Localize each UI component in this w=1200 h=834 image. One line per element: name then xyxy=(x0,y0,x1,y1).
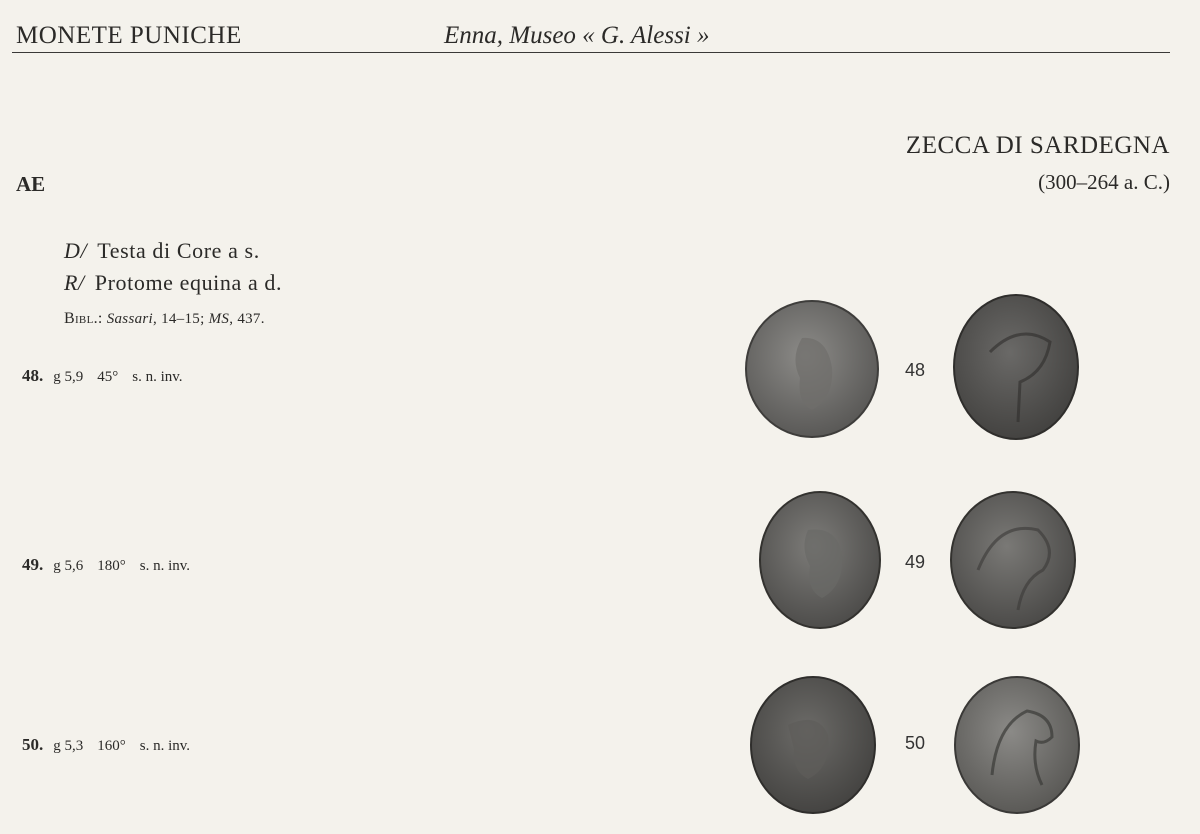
running-head-center: Enna, Museo « G. Alessi » xyxy=(444,22,710,49)
coin-50-reverse-image xyxy=(952,675,1082,815)
entry-axis: 160° xyxy=(97,738,126,754)
bibliography-pages2: , 437. xyxy=(229,311,265,327)
catalog-entry-50 xyxy=(22,735,190,755)
entry-axis: 45° xyxy=(97,369,119,385)
entry-number: 50. xyxy=(22,735,44,754)
entry-number: 49. xyxy=(22,555,44,574)
coin-49-reverse-image xyxy=(948,490,1078,630)
bibliography-ref1: Sassari xyxy=(106,311,153,327)
mint-title: ZECCA DI SARDEGNA xyxy=(905,132,1170,159)
obverse-description xyxy=(64,238,260,264)
plate-label-50: 50 xyxy=(905,733,926,753)
reverse-side: R/ xyxy=(64,270,85,295)
catalog-entry-48 xyxy=(22,366,183,386)
entry-axis: 180° xyxy=(97,558,126,574)
denomination: AE xyxy=(16,172,46,196)
obverse-side: D/ xyxy=(64,238,88,263)
reverse-description xyxy=(64,270,282,296)
bibliography xyxy=(64,310,265,328)
plate-label-48: 48 xyxy=(905,360,926,380)
reverse-text: Protome equina a d. xyxy=(94,270,283,295)
coin-48-obverse-image xyxy=(742,298,882,440)
entry-weight: g 5,3 xyxy=(53,738,84,754)
bibliography-ref2: MS xyxy=(208,311,230,327)
header-rule xyxy=(12,52,1170,53)
entry-inventory: s. n. inv. xyxy=(139,558,191,574)
coin-50-obverse-image xyxy=(748,675,878,815)
coin-49-obverse-image xyxy=(758,490,882,630)
entry-weight: g 5,9 xyxy=(53,369,84,385)
entry-number: 48. xyxy=(22,366,44,385)
bibliography-label: Bibl.: xyxy=(64,310,103,327)
obverse-text: Testa di Core a s. xyxy=(97,238,260,263)
entry-inventory: s. n. inv. xyxy=(139,738,191,754)
plate-label-49: 49 xyxy=(905,552,926,572)
entry-weight: g 5,6 xyxy=(53,558,84,574)
entry-inventory: s. n. inv. xyxy=(132,369,183,385)
coin-48-reverse-image xyxy=(950,292,1082,442)
catalog-entry-49 xyxy=(22,555,190,575)
mint-date: (300–264 a. C.) xyxy=(1038,170,1170,194)
running-head-left: MONETE PUNICHE xyxy=(16,22,242,49)
bibliography-pages1: , 14–15; xyxy=(152,311,209,327)
